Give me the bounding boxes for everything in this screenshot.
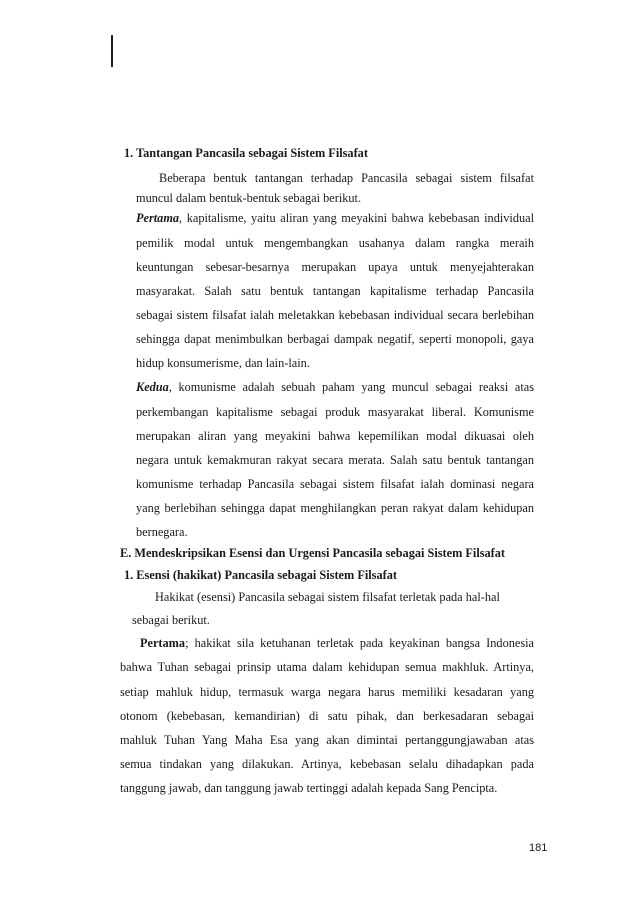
section-1-intro-line-1: Beberapa bentuk tantangan terhadap Pancasila sebagai sistem filsafat: [159, 171, 534, 185]
kedua-line-6: yang berlebihan sehingga dapat menghilangkan peran rakyat dalam kehidupan: [136, 501, 534, 515]
pertama-label: Pertama: [136, 211, 180, 225]
hakikat-line-6: semua tindakan yang dilakukan. Artinya, kebebasan selalu dihadapkan pada: [120, 757, 534, 771]
section-1-heading: 1. Tantangan Pancasila sebagai Sistem Filsafat: [124, 146, 368, 160]
kedua-label: Kedua: [136, 380, 169, 394]
hakikat-line-7: tanggung jawab, dan tanggung jawab tertinggi adalah kepada Sang Pencipta.: [120, 781, 498, 795]
hakikat-line-3: setiap mahluk hidup, termasuk warga negara harus memiliki kesadaran yang: [120, 685, 534, 699]
kedua-line-2: perkembangan kapitalisme sebagai produk masyarakat liberal. Komunisme: [136, 405, 534, 419]
hakikat-line-4: otonom (kebebasan, kemandirian) di satu pihak, dan berkesadaran sebagai: [120, 709, 534, 723]
section-e-heading: E. Mendeskripsikan Esensi dan Urgensi Pancasila sebagai Sistem Filsafat: [120, 546, 506, 560]
pertama-line-3: keuntungan sebesar-besarnya merupakan upaya untuk menyejahterakan: [136, 260, 534, 274]
kedua-line-3: merupakan aliran yang meyakini bahwa kepemilikan modal dikuasai oleh: [136, 429, 534, 443]
pertama-line-4: masyarakat. Salah satu bentuk tantangan kapitalisme terhadap Pancasila: [136, 284, 534, 298]
section-e-subheading: 1. Esensi (hakikat) Pancasila sebagai Sistem Filsafat: [124, 568, 397, 582]
kedua-line-1: Kedua, komunisme adalah sebuah paham yang muncul sebagai reaksi atas: [136, 380, 534, 394]
pertama-line-6: sehingga dapat menimbulkan berbagai dampak negatif, seperti monopoli, gaya: [136, 332, 534, 346]
crop-mark: [111, 35, 113, 67]
hakikat-line-2: bahwa Tuhan sebagai prinsip utama dalam kehidupan semua makhluk. Artinya,: [120, 660, 534, 674]
section-e-intro-line-2: sebagai berikut.: [132, 613, 210, 627]
pertama-line-1: Pertama, kapitalisme, yaitu aliran yang meyakini bahwa kebebasan individual: [136, 211, 534, 225]
kedua-line-7: bernegara.: [136, 525, 188, 539]
pertama-line-5: sebagai sistem filsafat ialah meletakkan kebebasan individual secara berlebihan: [136, 308, 534, 322]
hakikat-pertama-label: Pertama: [140, 636, 186, 650]
section-1-intro-line-2: muncul dalam bentuk-bentuk sebagai berikut.: [136, 191, 362, 205]
hakikat-line-1: Pertama; hakikat sila ketuhanan terletak pada keyakinan bangsa Indonesia: [140, 636, 534, 650]
pertama-line-2: pemilik modal untuk mengembangkan usahanya dalam rangka meraih: [136, 236, 534, 250]
section-e-intro-line-1: Hakikat (esensi) Pancasila sebagai sistem filsafat terletak pada hal-hal: [155, 590, 500, 604]
kedua-line-5: komunisme terhadap Pancasila sebagai sistem filsafat ialah dominasi negara: [136, 477, 534, 491]
page-number: 181: [529, 842, 548, 854]
pertama-line-7: hidup konsumerisme, dan lain-lain.: [136, 356, 310, 370]
hakikat-line-5: mahluk Tuhan Yang Maha Esa yang akan dimintai pertanggungjawaban atas: [120, 733, 534, 747]
kedua-line-4: negara untuk kemakmuran rakyat secara merata. Salah satu bentuk tantangan: [136, 453, 534, 467]
